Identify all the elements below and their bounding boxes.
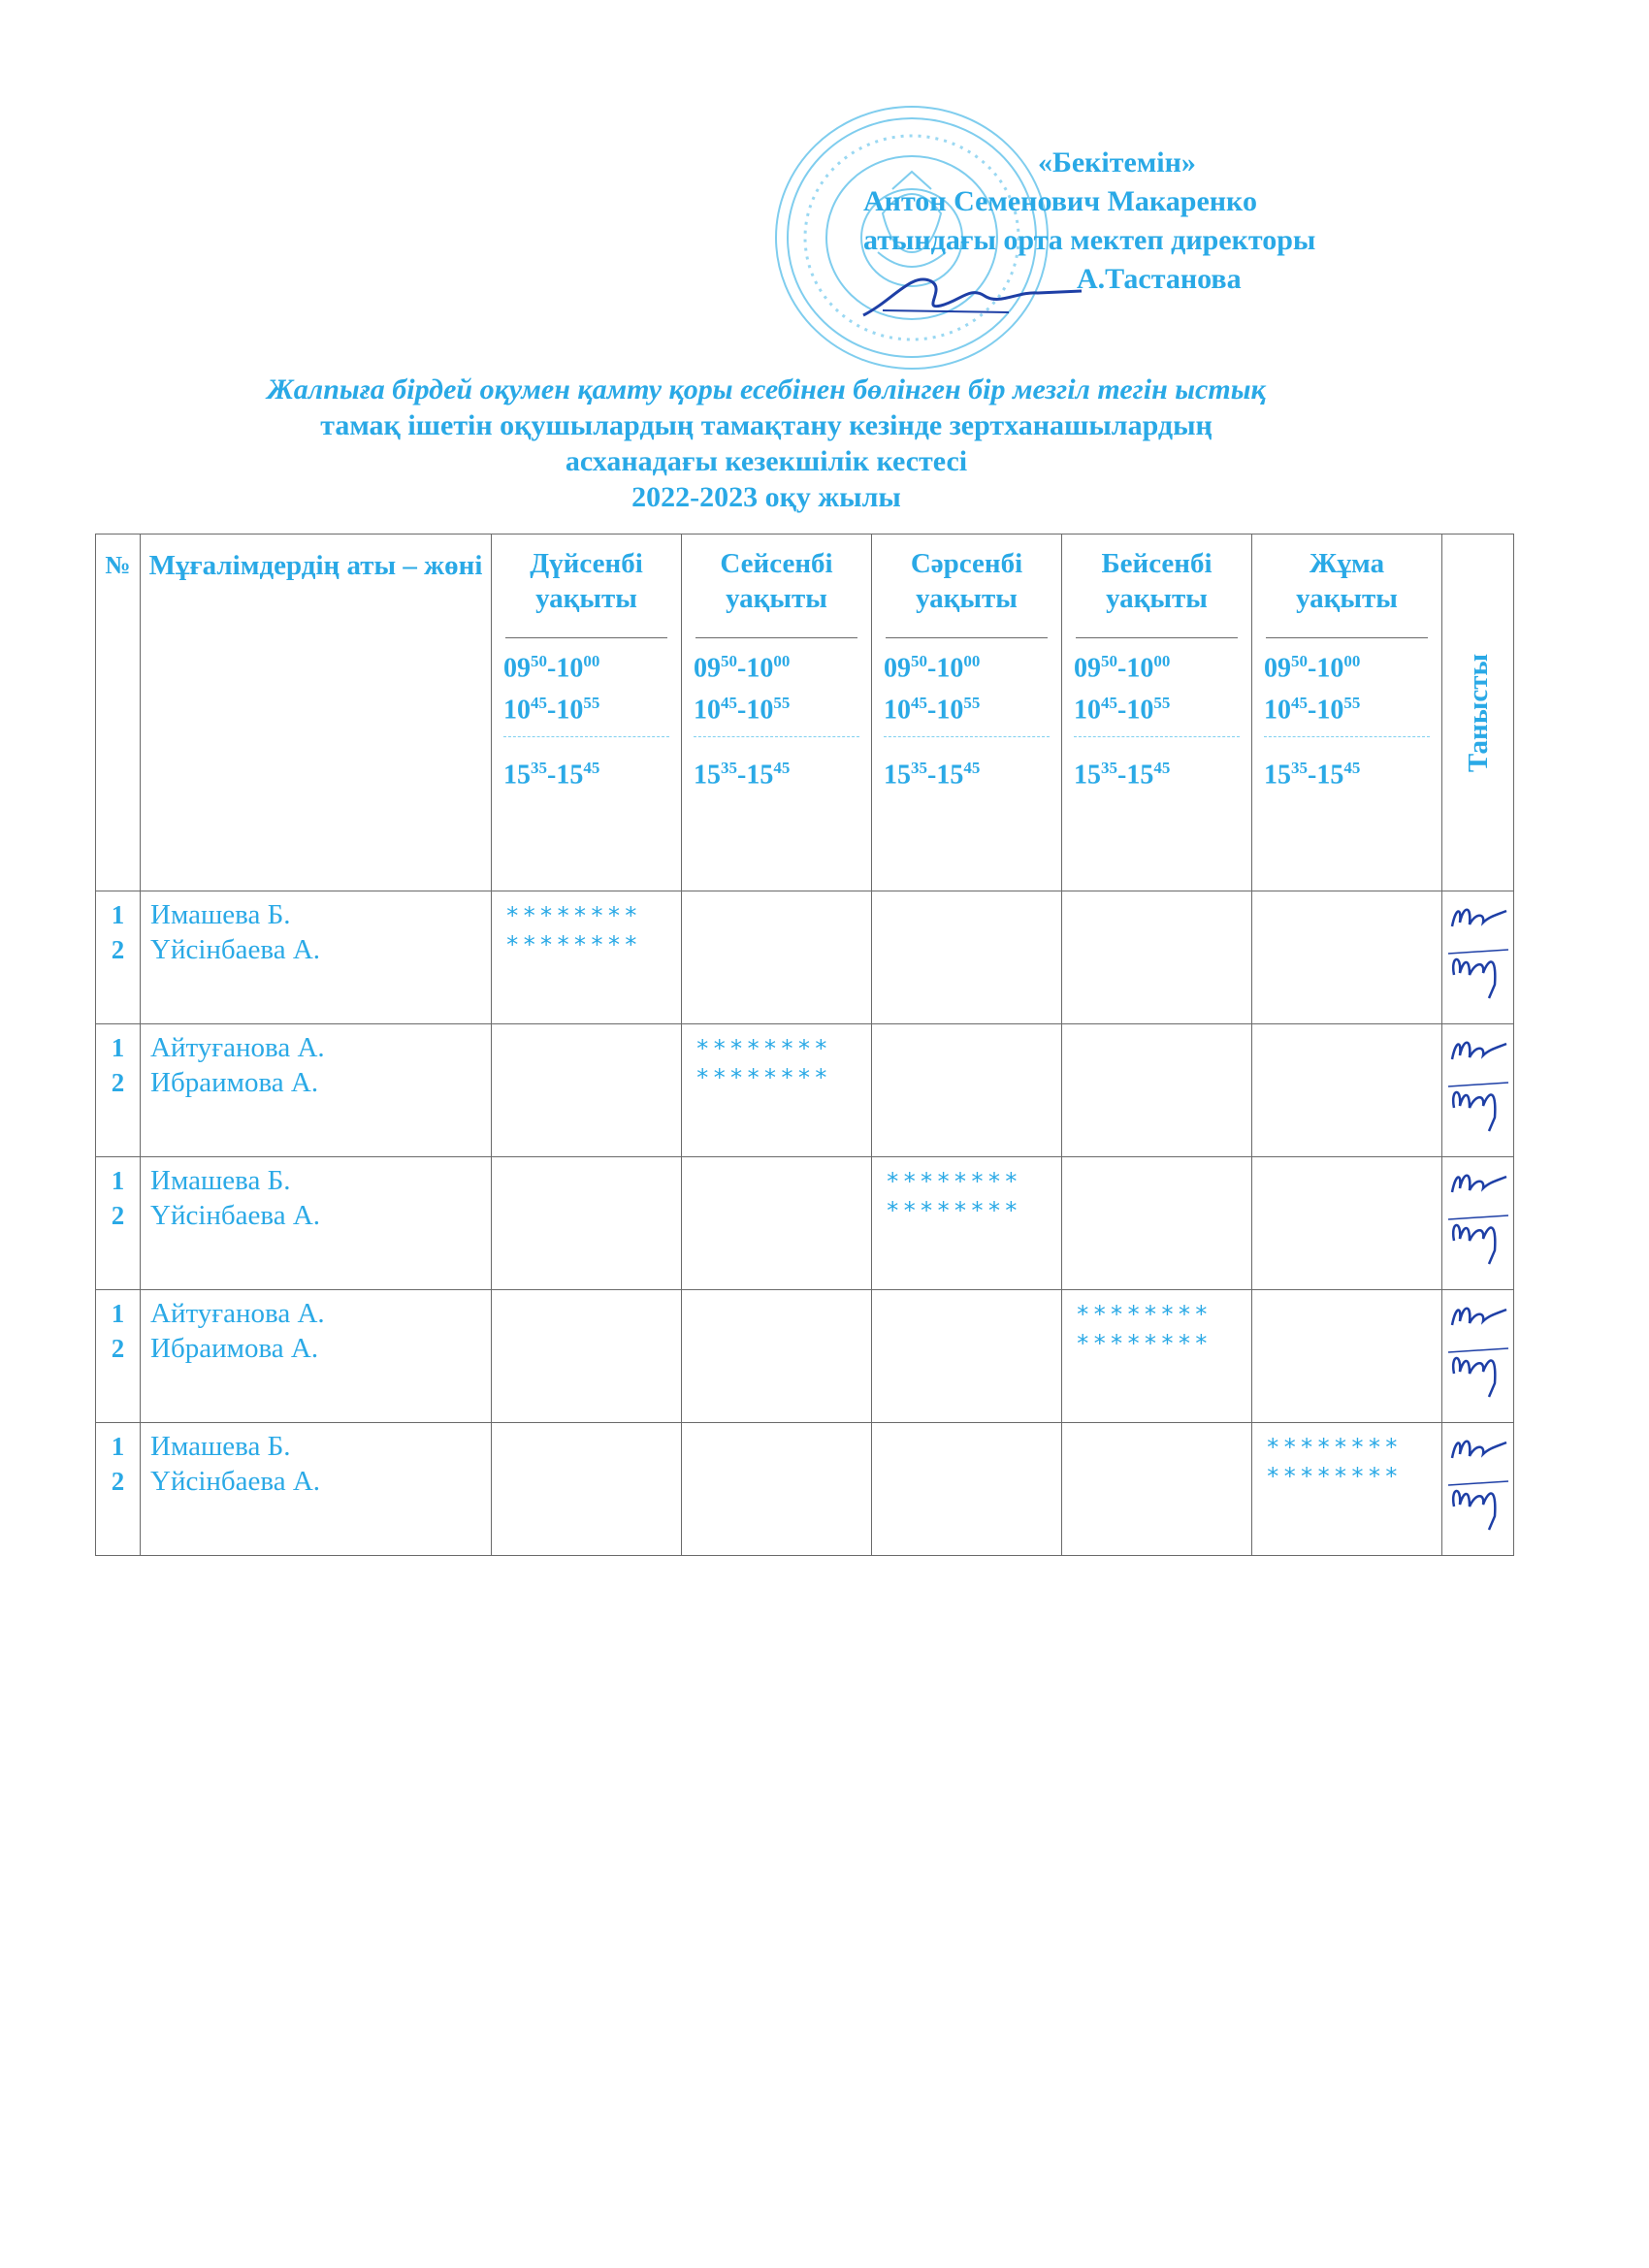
- row-teacher-names: [141, 1024, 492, 1157]
- day-name: Сейсенбі уақыты: [720, 548, 833, 614]
- empty-day-cell: [492, 1024, 682, 1157]
- header-day: [872, 535, 1062, 891]
- signature-cell: [1442, 1423, 1514, 1556]
- teacher-name-1: Имашева Б.: [150, 899, 291, 930]
- approval-heading: «Бекітемін»: [1038, 146, 1196, 178]
- empty-day-cell: [1252, 1290, 1442, 1423]
- row-teacher-names: [141, 1423, 492, 1556]
- empty-day-cell: [1062, 1024, 1252, 1157]
- approval-director: А.Тастанова: [1077, 263, 1242, 295]
- teacher-name-1: Имашева Б.: [150, 1431, 291, 1462]
- teacher-name-1: Айтуғанова А.: [150, 1298, 325, 1329]
- empty-day-cell: [682, 1290, 872, 1423]
- teacher-name-2: Үйсінбаева А.: [150, 1200, 321, 1231]
- time-slot-1: $09^{50}-10^{00}$: [884, 652, 981, 684]
- row-teacher-names: [141, 891, 492, 1024]
- teacher-name-1: Айтуғанова А.: [150, 1032, 325, 1063]
- empty-day-cell: [492, 1290, 682, 1423]
- duty-mark-cell: ******** ********: [1252, 1423, 1442, 1556]
- row-numbers: 1 2: [96, 1290, 141, 1423]
- duty-schedule-table: [95, 534, 1514, 1556]
- dashed-separator: [1074, 736, 1240, 737]
- time-slots: [1260, 644, 1434, 793]
- empty-day-cell: [682, 891, 872, 1024]
- empty-day-cell: [682, 1423, 872, 1556]
- signature-cell: [1442, 891, 1514, 1024]
- table-row: [96, 1290, 1514, 1423]
- title-line-2: тамақ ішетін оқушылардың тамақтану кезінде зертханашылардың: [320, 409, 1212, 441]
- dashed-separator: [884, 736, 1050, 737]
- time-slot-2: $10^{45}-10^{55}$: [1074, 694, 1171, 726]
- signature-cell: [1442, 1024, 1514, 1157]
- time-slot-3: $15^{35}-15^{45}$: [1264, 758, 1361, 790]
- time-slot-1: $09^{50}-10^{00}$: [1264, 652, 1361, 684]
- empty-day-cell: [492, 1423, 682, 1556]
- empty-day-cell: [872, 891, 1062, 1024]
- day-divider: [1076, 637, 1238, 638]
- time-slot-3: $15^{35}-15^{45}$: [694, 758, 791, 790]
- duty-mark-cell: ******** ********: [682, 1024, 872, 1157]
- dashed-separator: [503, 736, 669, 737]
- header-day: [1252, 535, 1442, 891]
- director-signature: [854, 262, 1086, 330]
- table-row: [96, 1157, 1514, 1290]
- duty-mark-cell: ******** ********: [492, 891, 682, 1024]
- teacher-name-2: Үйсінбаева А.: [150, 1466, 321, 1497]
- day-name: Дүйсенбі уақыты: [530, 548, 643, 614]
- row-numbers: 1 2: [96, 1024, 141, 1157]
- teacher-name-2: Үйсінбаева А.: [150, 934, 321, 965]
- approval-position: атындағы орта мектеп директоры: [863, 224, 1316, 256]
- time-slot-2: $10^{45}-10^{55}$: [503, 694, 600, 726]
- duty-mark-cell: ******** ********: [872, 1157, 1062, 1290]
- teacher-name-2: Ибраимова А.: [150, 1333, 319, 1364]
- header-day: [492, 535, 682, 891]
- signature-icon: [1446, 897, 1510, 1006]
- header-day: [1062, 535, 1252, 891]
- signature-icon: [1446, 1163, 1510, 1272]
- teacher-name-2: Ибраимова А.: [150, 1067, 319, 1098]
- signature-cell: [1442, 1157, 1514, 1290]
- approval-school: Антон Семенович Макаренко: [863, 185, 1257, 217]
- title-line-1: Жалпыға бірдей оқумен қамту қоры есебінен бөлінген бір мезгіл тегін ыстық: [267, 373, 1266, 405]
- signature-icon: [1446, 1429, 1510, 1538]
- empty-day-cell: [872, 1290, 1062, 1423]
- time-slots: [880, 644, 1053, 793]
- time-slot-1: $09^{50}-10^{00}$: [503, 652, 600, 684]
- empty-day-cell: [682, 1157, 872, 1290]
- dashed-separator: [694, 736, 859, 737]
- time-slot-3: $15^{35}-15^{45}$: [503, 758, 600, 790]
- day-divider: [1266, 637, 1428, 638]
- day-divider: [886, 637, 1048, 638]
- empty-day-cell: [1252, 1024, 1442, 1157]
- empty-day-cell: [492, 1157, 682, 1290]
- header-day: [682, 535, 872, 891]
- day-name: Бейсенбі уақыты: [1101, 548, 1212, 614]
- title-line-4: 2022-2023 оқу жылы: [631, 481, 901, 513]
- time-slots: [500, 644, 673, 793]
- empty-day-cell: [872, 1024, 1062, 1157]
- teacher-name-1: Имашева Б.: [150, 1165, 291, 1196]
- row-teacher-names: [141, 1157, 492, 1290]
- day-name: Жұма уақыты: [1296, 548, 1398, 614]
- empty-day-cell: [1252, 1157, 1442, 1290]
- signature-icon: [1446, 1296, 1510, 1405]
- empty-day-cell: [1062, 891, 1252, 1024]
- table-row: [96, 891, 1514, 1024]
- row-teacher-names: [141, 1290, 492, 1423]
- day-divider: [695, 637, 857, 638]
- time-slot-2: $10^{45}-10^{55}$: [694, 694, 791, 726]
- time-slot-2: $10^{45}-10^{55}$: [1264, 694, 1361, 726]
- time-slots: [1070, 644, 1244, 793]
- acknowledged-label: Танысты: [1462, 653, 1494, 772]
- table-row: [96, 1423, 1514, 1556]
- signature-icon: [1446, 1030, 1510, 1139]
- table-row: [96, 1024, 1514, 1157]
- day-divider: [505, 637, 667, 638]
- document-title: [58, 372, 1474, 515]
- table-body: [96, 891, 1514, 1556]
- signature-cell: [1442, 1290, 1514, 1423]
- time-slot-1: $09^{50}-10^{00}$: [1074, 652, 1171, 684]
- title-line-3: асханадағы кезекшілік кестесі: [565, 445, 968, 477]
- day-name: Сәрсенбі уақыты: [910, 548, 1023, 614]
- row-numbers: 1 2: [96, 891, 141, 1024]
- row-numbers: 1 2: [96, 1157, 141, 1290]
- time-slot-3: $15^{35}-15^{45}$: [1074, 758, 1171, 790]
- header-acknowledged: [1442, 535, 1514, 891]
- row-numbers: 1 2: [96, 1423, 141, 1556]
- empty-day-cell: [1062, 1423, 1252, 1556]
- empty-day-cell: [1252, 891, 1442, 1024]
- table-header-row: [96, 535, 1514, 891]
- header-number: №: [96, 535, 141, 891]
- time-slot-3: $15^{35}-15^{45}$: [884, 758, 981, 790]
- dashed-separator: [1264, 736, 1430, 737]
- time-slot-1: $09^{50}-10^{00}$: [694, 652, 791, 684]
- duty-mark-cell: ******** ********: [1062, 1290, 1252, 1423]
- empty-day-cell: [1062, 1157, 1252, 1290]
- time-slot-2: $10^{45}-10^{55}$: [884, 694, 981, 726]
- empty-day-cell: [872, 1423, 1062, 1556]
- time-slots: [690, 644, 863, 793]
- header-teacher-name: Мұғалімдердің аты – жөні: [141, 535, 492, 891]
